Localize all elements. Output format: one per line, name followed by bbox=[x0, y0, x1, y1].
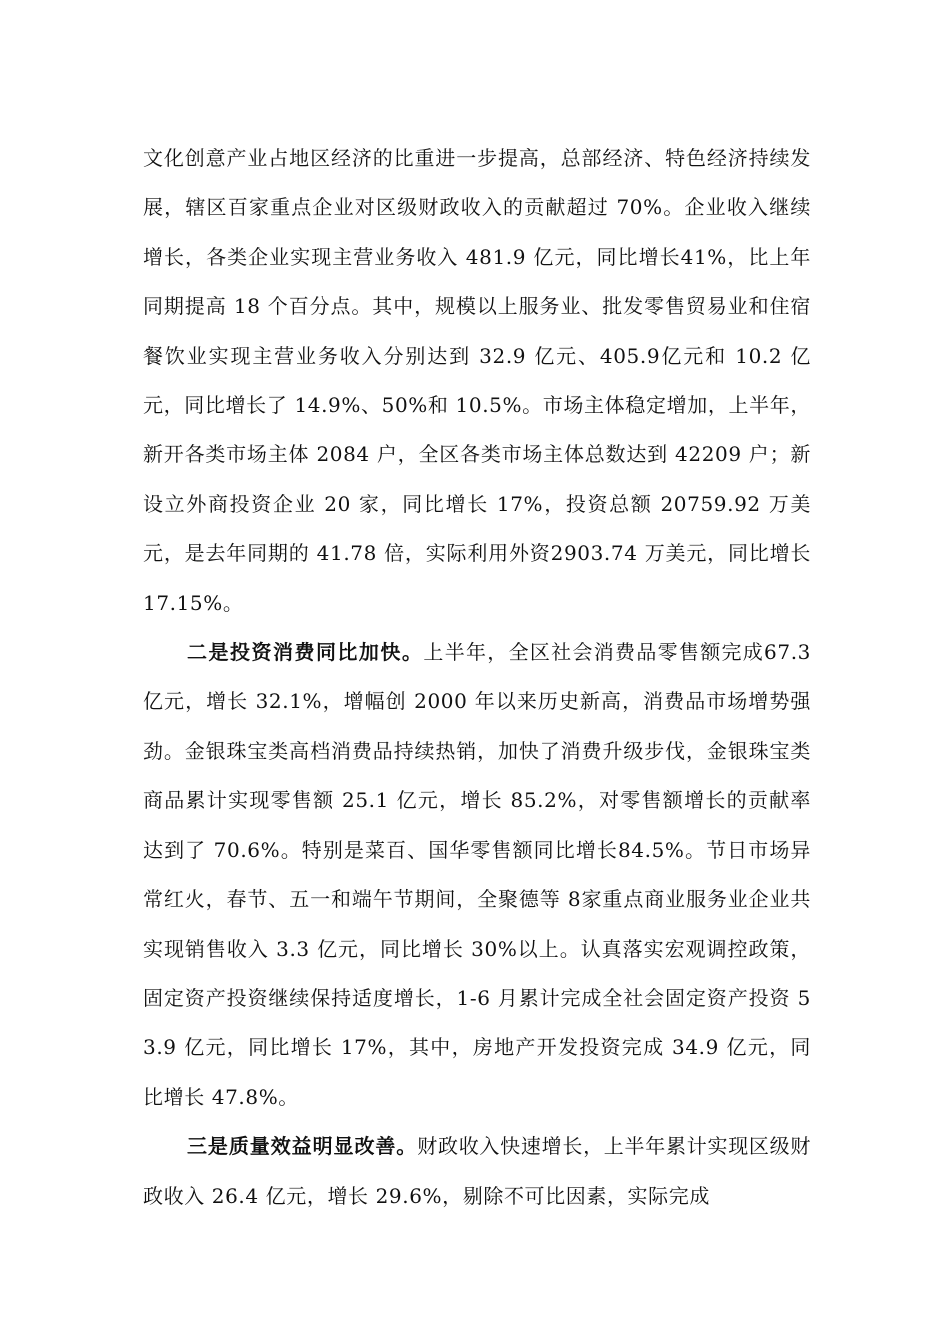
paragraph-text: 文化创意产业占地区经济的比重进一步提高，总部经济、特色经济持续发展，辖区百家重点企业对区级财政收入的贡献超过 70%。企业收入继续增长，各类企业实现主营业务收入 481.9 亿元，同比增长41%，比上年同期提高 18 个百分点。其中，规模以上服务业、批发零售贸易业和住宿餐饮业实现主营业务收入分别达到 32.9 亿元、405.9亿元和 10.2 亿元，同比增长了 14.9%、50%和 10.5%。市场主体稳定增加，上半年，新开各类市场主体 2084 户，全区各类市场主体总数达到 42209 户；新设立外商投资企业 20 家，同比增长 17%，投资总额 20759.92 万美元，是去年同期的 41.78 倍，实际利用外资2903.74 万美元，同比增长 17.15%。 bbox=[143, 146, 811, 615]
document-body bbox=[143, 134, 811, 1221]
paragraph-text: 财政收入快速增长，上半年累计实现区级财政收入 26.4 亿元，增长 29.6%，剔除不可比因素，实际完成 bbox=[143, 1134, 811, 1208]
paragraph-investment-consumption bbox=[143, 628, 811, 1122]
paragraph-quality-efficiency bbox=[143, 1122, 811, 1221]
paragraph-enterprise-income bbox=[143, 134, 811, 628]
paragraph-lead-heading: 二是投资消费同比加快。 bbox=[187, 640, 424, 665]
paragraph-lead-heading: 三是质量效益明显改善。 bbox=[187, 1134, 418, 1159]
paragraph-text: 上半年，全区社会消费品零售额完成67.3 亿元，增长 32.1%，增幅创 2000 年以来历史新高，消费品市场增势强劲。金银珠宝类高档消费品持续热销，加快了消费升级步伐，金银珠宝类商品累计实现零售额 25.1 亿元，增长 85.2%，对零售额增长的贡献率达到了 70.6%。特别是菜百、国华零售额同比增长84.5%。节日市场异常红火，春节、五一和端午节期间，全聚德等 8家重点商业服务业企业共实现销售收入 3.3 亿元，同比增长 30%以上。认真落实宏观调控政策，固定资产投资继续保持适度增长，1-6 月累计完成全社会固定资产投资 53.9 亿元，同比增长 17%，其中，房地产开发投资完成 34.9 亿元，同比增长 47.8%。 bbox=[143, 640, 811, 1109]
